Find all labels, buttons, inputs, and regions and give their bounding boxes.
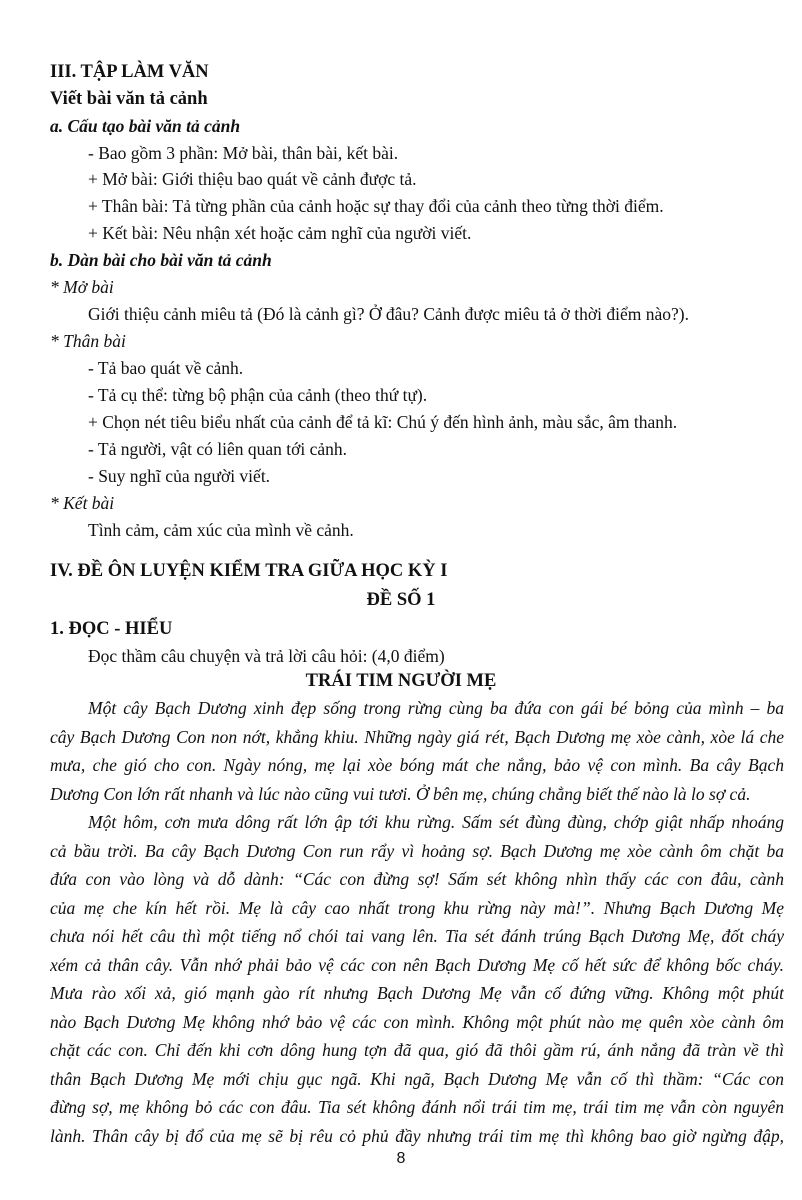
story-line: chưa nói hết câu thì một tiếng nổ chói tai vang lên. Tia sét đánh trúng Bạch Dương Mẹ, đốt cháy — [50, 926, 784, 946]
part-a-title: a. Cấu tạo bài văn tả cảnh — [50, 116, 241, 136]
story-line: của mẹ che kín hết rồi. Mẹ là cây cao nhất trong khu rừng này mà!”. Nhưng Bạch Dương Mẹ — [50, 897, 784, 918]
story-line: Một cây Bạch Dương xinh đẹp sống trong rừng cùng ba đứa con gái bé bỏng của mình – ba — [88, 698, 784, 718]
list-item: - Tả người, vật có liên quan tới cảnh. — [88, 439, 347, 459]
exam-title: ĐỀ SỐ 1 — [366, 590, 436, 610]
mo-bai-label: * Mở bài — [50, 277, 114, 297]
ket-bai-label: * Kết bài — [50, 493, 115, 513]
story-line: cả bầu trời. Ba cây Bạch Dương Con run rẩy vì hoảng sợ. Bạch Dương mẹ xòe cành ôm chặt ba — [50, 840, 784, 861]
story-line: mưa, che gió cho con. Ngày nóng, mẹ lại xòe bóng mát che nắng, bảo vệ con mình. Ba cây Bạch — [50, 755, 784, 775]
mo-bai-text: Giới thiệu cảnh miêu tả (Đó là cảnh gì? Ở đâu? Cảnh được miêu tả ở thời điểm nào?). — [88, 304, 689, 324]
section-heading: IV. ĐỀ ÔN LUYỆN KIỂM TRA GIỮA HỌC KỲ I — [50, 561, 448, 581]
list-item: - Tả cụ thể: từng bộ phận của cảnh (theo thứ tự). — [88, 385, 428, 405]
ket-bai-text: Tình cảm, cảm xúc của mình về cảnh. — [88, 520, 354, 540]
story-line: lành. Thân cây bị đổ của mẹ sẽ bị rêu cỏ phủ đầy nhưng trái tim mẹ thì không bao giờ ngừng đập, — [50, 1125, 784, 1146]
list-item: - Tả bao quát về cảnh. — [88, 358, 244, 378]
list-item: + Thân bài: Tả từng phần của cảnh hoặc sự thay đổi của cảnh theo từng thời điểm. — [88, 196, 664, 216]
story-line: đứa con vào lòng và dỗ dành: “Các con đừng sợ! Sấm sét không nhìn thấy các con đâu, cành — [50, 869, 784, 889]
story-line: nào Bạch Dương Mẹ không nhớ bảo vệ các con mình. Không một phút nào mẹ quên xòe cành ôm — [50, 1011, 784, 1032]
story-line: thân Bạch Dương Mẹ mới chịu gục ngã. Khi ngã, Bạch Dương Mẹ vẫn cố thì thầm: “Các con — [50, 1068, 784, 1089]
list-item: + Mở bài: Giới thiệu bao quát về cảnh được tả. — [88, 169, 417, 189]
list-item: - Bao gồm 3 phần: Mở bài, thân bài, kết bài. — [88, 143, 399, 163]
story-line: chặt các con. Chỉ đến khi cơn dông hung tợn đã qua, gió đã thôi gầm rú, ánh nắng đã tràn về thì — [50, 1040, 784, 1060]
than-bai-label: * Thân bài — [50, 331, 126, 351]
section-heading: III. TẬP LÀM VĂN — [50, 62, 209, 82]
part-title: 1. ĐỌC - HIỂU — [50, 619, 173, 639]
page-number: 8 — [396, 1150, 406, 1167]
list-item: + Kết bài: Nêu nhận xét hoặc cảm nghĩ của người viết. — [88, 223, 472, 243]
part-b-title: b. Dàn bài cho bài văn tả cảnh — [50, 250, 272, 270]
story-line: Dương Con lớn rất nhanh và lúc nào cũng vui tươi. Ở bên mẹ, chúng chẳng biết thế nào là lo sợ cả. — [50, 783, 751, 804]
section-subheading: Viết bài văn tả cảnh — [50, 89, 208, 109]
list-item: + Chọn nét tiêu biểu nhất của cảnh để tả kĩ: Chú ý đến hình ảnh, màu sắc, âm thanh. — [88, 412, 678, 432]
story-line: Một hôm, cơn mưa dông rất lớn ập tới khu rừng. Sấm sét đùng đùng, chớp giật nhấp nhoáng — [88, 812, 784, 832]
story-line: đừng sợ, mẹ không bỏ các con đâu. Tia sét không đánh nổi trái tim mẹ, trái tim mẹ vẫn còn nguyên — [50, 1097, 784, 1117]
instruction-text: Đọc thầm câu chuyện và trả lời câu hỏi: (4,0 điểm) — [88, 646, 445, 666]
story-body — [50, 694, 784, 1150]
story-line: xém cả thân cây. Vẫn nhớ phải bảo vệ các con nên Bạch Dương Mẹ cố hết sức để không bốc cháy. — [50, 954, 784, 975]
story-line: Mưa rào xối xả, gió mạnh gào rít nhưng Bạch Dương Mẹ vẫn cố đứng vững. Không một phút — [50, 983, 784, 1003]
list-item: - Suy nghĩ của người viết. — [88, 466, 271, 486]
story-line: cây Bạch Dương Con non nớt, khẳng khiu. Những ngày giá rét, Bạch Dương mẹ xòe cành, xòe lá che — [50, 726, 784, 747]
story-title: TRÁI TIM NGƯỜI MẸ — [305, 671, 497, 691]
